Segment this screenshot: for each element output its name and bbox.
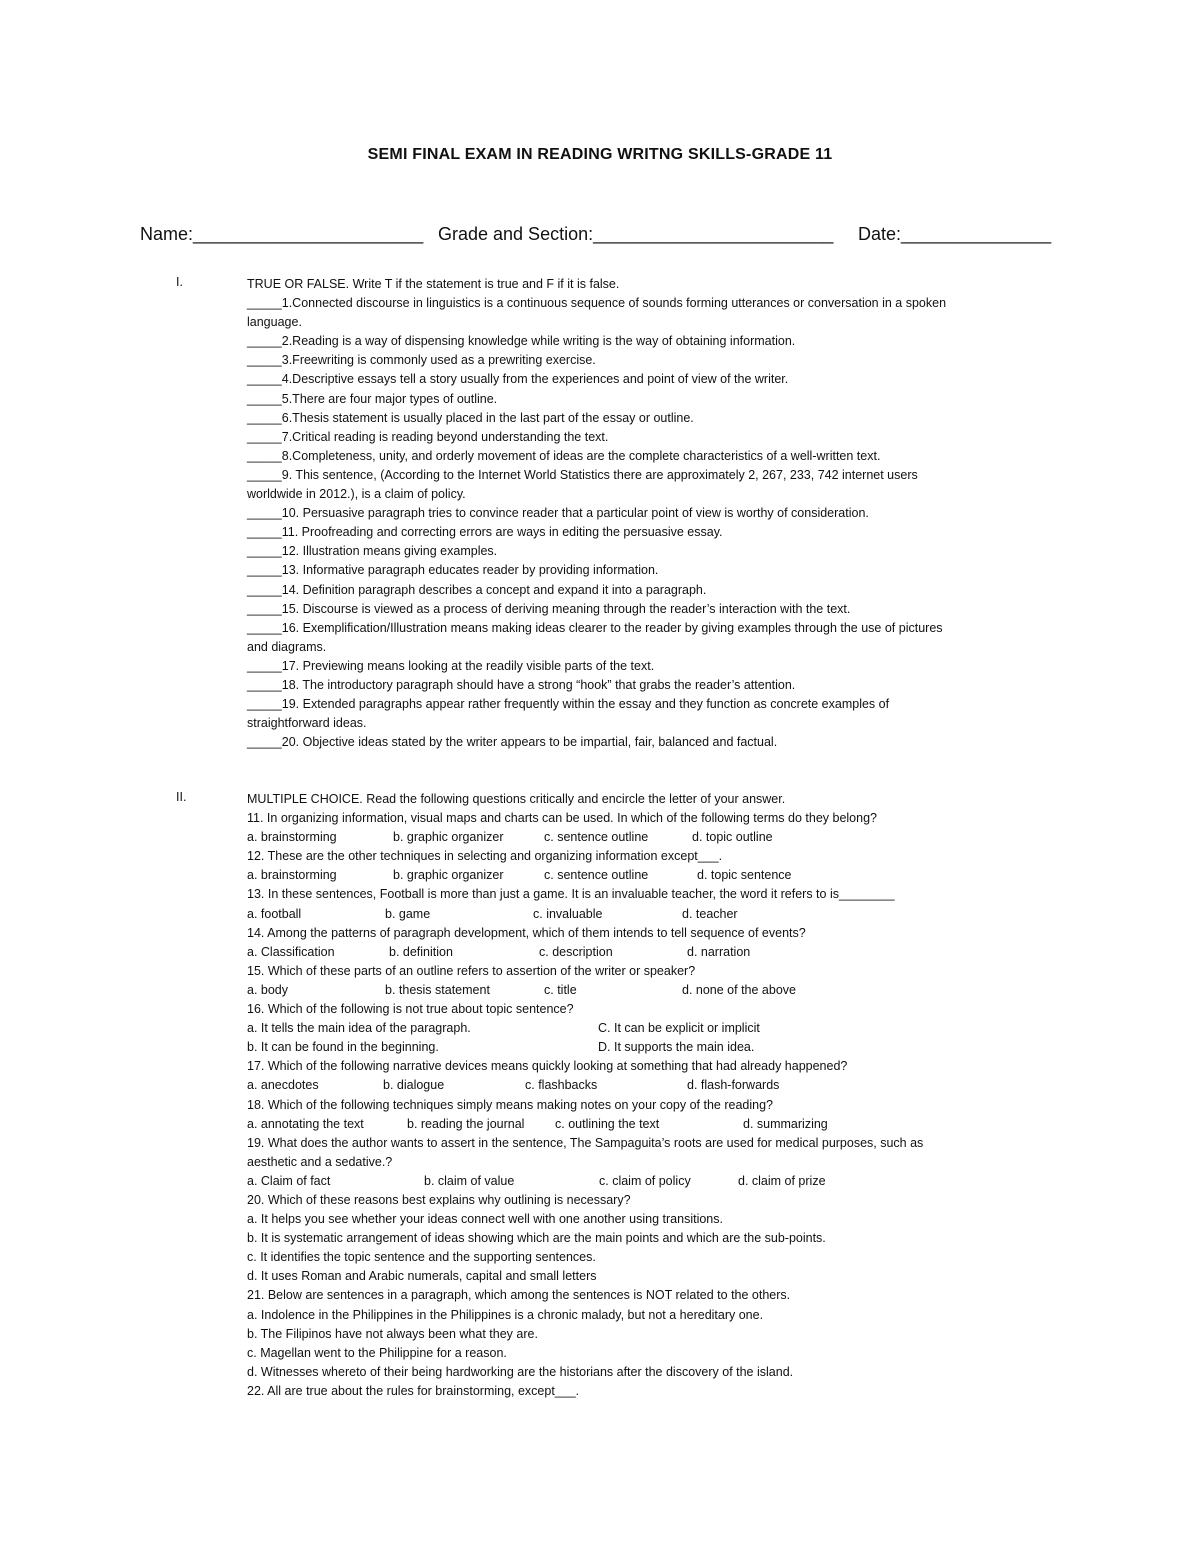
question-13-options xyxy=(247,905,1057,924)
exam-title: SEMI FINAL EXAM IN READING WRITNG SKILLS-GRADE 11 xyxy=(367,146,833,163)
true-false-line: _____12. Illustration means giving examples. xyxy=(247,544,498,559)
true-false-line: _____6.Thesis statement is usually placed in the last part of the essay or outline. xyxy=(247,410,694,425)
true-false-line: _____20. Objective ideas stated by the writer appears to be impartial, fair, balanced and factual. xyxy=(247,735,778,750)
option[interactable]: b. thesis statement xyxy=(385,982,490,997)
option[interactable]: d. topic outline xyxy=(692,830,773,845)
true-false-line: _____10. Persuasive paragraph tries to convince reader that a particular point of view is worthy of consideration. xyxy=(247,506,869,521)
option[interactable]: b. dialogue xyxy=(383,1078,445,1093)
option[interactable]: a. brainstorming xyxy=(247,830,337,845)
question-20-option-c[interactable]: c. It identifies the topic sentence and the supporting sentences. xyxy=(247,1250,596,1265)
section-1-instruction: TRUE OR FALSE. Write T if the statement is true and F if it is false. xyxy=(247,277,620,291)
option[interactable]: c. claim of policy xyxy=(599,1173,691,1188)
question-20-option-b[interactable]: b. It is systematic arrangement of ideas showing which are the main points and which are the sub-points. xyxy=(247,1231,826,1246)
question-16-options-row-1 xyxy=(247,1019,1057,1038)
option[interactable]: b. game xyxy=(385,906,431,921)
true-false-line: _____7.Critical reading is reading beyond understanding the text. xyxy=(247,429,609,444)
option[interactable]: b. definition xyxy=(389,944,453,959)
option[interactable]: c. sentence outline xyxy=(544,830,649,845)
section-1-number: I. xyxy=(176,275,183,289)
option[interactable]: c. title xyxy=(544,982,577,997)
true-false-line: _____18. The introductory paragraph should have a strong “hook” that grabs the reader’s attention. xyxy=(247,677,796,692)
true-false-line: _____3.Freewriting is commonly used as a prewriting exercise. xyxy=(247,353,596,368)
question-20-option-a[interactable]: a. It helps you see whether your ideas connect well with one another using transitions. xyxy=(247,1212,723,1227)
true-false-line: _____4.Descriptive essays tell a story usually from the experiences and point of view of the writer. xyxy=(247,372,789,387)
option[interactable]: a. Claim of fact xyxy=(247,1173,331,1188)
true-false-line: _____9. This sentence, (According to the Internet World Statistics there are approximately 2, 267, 233, 742 internet users xyxy=(247,467,918,482)
option[interactable]: d. claim of prize xyxy=(738,1173,826,1188)
date-field[interactable]: Date:_______________ xyxy=(858,224,1052,244)
question-18-options xyxy=(247,1115,1057,1134)
question-16-options-row-2 xyxy=(247,1038,1057,1057)
option[interactable]: c. outlining the text xyxy=(555,1116,660,1131)
question-11: 11. In organizing information, visual maps and charts can be used. In which of the following terms do they belong? xyxy=(247,811,877,826)
option[interactable]: b. graphic organizer xyxy=(393,868,504,883)
option[interactable]: a. It tells the main idea of the paragraph. xyxy=(247,1021,471,1036)
option[interactable]: d. summarizing xyxy=(743,1116,828,1131)
question-17-options xyxy=(247,1076,1057,1095)
question-21-option-d[interactable]: d. Witnesses whereto of their being hardworking are the historians after the discovery of the island. xyxy=(247,1364,794,1379)
true-false-line: language. xyxy=(247,315,302,330)
question-14-options xyxy=(247,943,1057,962)
question-19-continued: aesthetic and a sedative.? xyxy=(247,1154,393,1169)
option[interactable]: c. sentence outline xyxy=(544,868,649,883)
section-2-instruction: MULTIPLE CHOICE. Read the following questions critically and encircle the letter of your answer. xyxy=(247,792,786,806)
question-14: 14. Among the patterns of paragraph development, which of them intends to tell sequence of events? xyxy=(247,925,806,940)
option[interactable]: b. claim of value xyxy=(424,1173,515,1188)
question-18: 18. Which of the following techniques simply means making notes on your copy of the reading? xyxy=(247,1097,773,1112)
true-false-line: _____1.Connected discourse in linguistics is a continuous sequence of sounds forming utterances or conversation in a spoken xyxy=(247,296,947,311)
option[interactable]: a. anecdotes xyxy=(247,1078,319,1093)
multiple-choice-section xyxy=(247,790,1057,1401)
section-2-number: II. xyxy=(176,790,187,804)
question-21-option-b[interactable]: b. The Filipinos have not always been what they are. xyxy=(247,1326,538,1341)
option[interactable]: a. brainstorming xyxy=(247,868,337,883)
true-false-line: _____13. Informative paragraph educates reader by providing information. xyxy=(247,563,659,578)
option[interactable]: d. narration xyxy=(687,944,751,959)
option[interactable]: D. It supports the main idea. xyxy=(598,1040,755,1055)
question-15-options xyxy=(247,981,1057,1000)
true-false-line: _____19. Extended paragraphs appear rather frequently within the essay and they function as concrete examples of xyxy=(247,697,890,712)
grade-section-field[interactable]: Grade and Section:________________________ xyxy=(438,224,834,244)
true-false-line: _____15. Discourse is viewed as a process of deriving meaning through the reader’s interaction with the text. xyxy=(247,601,851,616)
question-16: 16. Which of the following is not true about topic sentence? xyxy=(247,1002,574,1017)
option[interactable]: c. description xyxy=(539,944,613,959)
option[interactable]: d. flash-forwards xyxy=(687,1078,780,1093)
option[interactable]: b. graphic organizer xyxy=(393,830,504,845)
question-22: 22. All are true about the rules for brainstorming, except___. xyxy=(247,1383,580,1398)
option[interactable]: a. annotating the text xyxy=(247,1116,364,1131)
option[interactable]: c. invaluable xyxy=(533,906,603,921)
true-false-line: _____5.There are four major types of outline. xyxy=(247,391,498,406)
true-false-line: straightforward ideas. xyxy=(247,716,367,731)
option[interactable]: C. It can be explicit or implicit xyxy=(598,1021,760,1036)
option[interactable]: a. football xyxy=(247,906,302,921)
true-false-line: _____11. Proofreading and correcting errors are ways in editing the persuasive essay. xyxy=(247,525,723,540)
true-false-line: _____14. Definition paragraph describes a concept and expand it into a paragraph. xyxy=(247,582,707,597)
question-19-options xyxy=(247,1172,1057,1191)
question-15: 15. Which of these parts of an outline refers to assertion of the writer or speaker? xyxy=(247,963,696,978)
option[interactable]: d. none of the above xyxy=(682,982,796,997)
option[interactable]: d. teacher xyxy=(682,906,738,921)
option[interactable]: a. body xyxy=(247,982,289,997)
option[interactable]: a. Classification xyxy=(247,944,335,959)
name-field[interactable]: Name:_______________________ xyxy=(140,224,424,244)
question-21: 21. Below are sentences in a paragraph, which among the sentences is NOT related to the others. xyxy=(247,1288,791,1303)
question-20-option-d[interactable]: d. It uses Roman and Arabic numerals, capital and small letters xyxy=(247,1269,597,1284)
true-false-section xyxy=(247,275,1057,752)
question-21-option-c[interactable]: c. Magellan went to the Philippine for a reason. xyxy=(247,1345,507,1360)
option[interactable]: c. flashbacks xyxy=(525,1078,598,1093)
true-false-line: _____17. Previewing means looking at the readily visible parts of the text. xyxy=(247,658,655,673)
question-12: 12. These are the other techniques in selecting and organizing information except___. xyxy=(247,849,723,864)
true-false-line: _____2.Reading is a way of dispensing knowledge while writing is the way of obtaining information. xyxy=(247,334,796,349)
true-false-line: _____8.Completeness, unity, and orderly movement of ideas are the complete characteristics of a well-written text. xyxy=(247,448,881,463)
true-false-line: _____16. Exemplification/Illustration means making ideas clearer to the reader by giving examples through the use of pictures xyxy=(247,620,943,635)
question-12-options xyxy=(247,866,1057,885)
question-13: 13. In these sentences, Football is more than just a game. It is an invaluable teacher, the word it refers to is________ xyxy=(247,887,895,902)
question-11-options xyxy=(247,828,1057,847)
true-false-line: worldwide in 2012.), is a claim of policy. xyxy=(247,487,466,502)
question-21-option-a[interactable]: a. Indolence in the Philippines in the Philippines is a chronic malady, but not a hereditary one. xyxy=(247,1307,764,1322)
option[interactable]: b. reading the journal xyxy=(407,1116,525,1131)
true-false-line: and diagrams. xyxy=(247,639,327,654)
option[interactable]: d. topic sentence xyxy=(697,868,792,883)
question-17: 17. Which of the following narrative devices means quickly looking at something that had already happened? xyxy=(247,1059,848,1074)
question-19: 19. What does the author wants to assert in the sentence, The Sampaguita’s roots are used for medical purposes, such as xyxy=(247,1135,924,1150)
question-20: 20. Which of these reasons best explains why outlining is necessary? xyxy=(247,1192,631,1207)
option[interactable]: b. It can be found in the beginning. xyxy=(247,1040,439,1055)
